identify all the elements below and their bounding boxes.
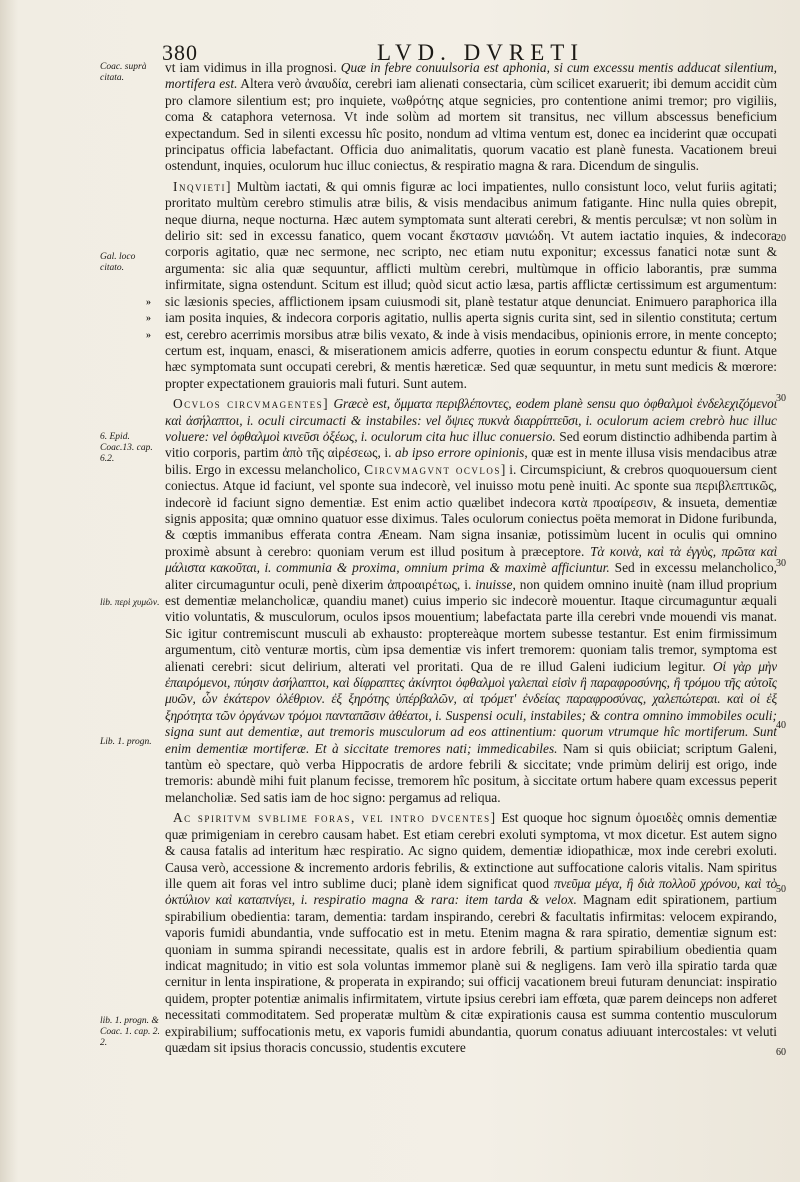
margin-note: lib. περὶ χυμῶν. bbox=[100, 598, 160, 608]
lemma-heading: Ac spiritvm svblime foras, vel intro dvcentes] bbox=[173, 810, 497, 826]
lemma-heading: Inqvieti] bbox=[173, 178, 232, 194]
lemma-heading: Ocvlos circvmagentes] bbox=[173, 396, 330, 412]
paragraph bbox=[165, 396, 777, 806]
lemma-inline: Circvmagvnt ocvlos bbox=[364, 461, 501, 477]
line-number: 60 bbox=[776, 1047, 786, 1058]
margin-note: lib. 1. progn. & Coac. 1. cap. 2. 2. bbox=[100, 1016, 160, 1048]
text-run: vt iam vidimus in illa prognosi. bbox=[165, 60, 337, 75]
line-number: 30 bbox=[776, 558, 786, 569]
paragraph bbox=[165, 60, 777, 175]
text-run: Sed eorum distinctio adhibenda partim à vitio corporis, partim ἀπὸ τῆς αἱρέσεως, i. bbox=[165, 428, 777, 461]
text-run: Sed in excessu melancholico, aliter circumaguntur oculi, penè dixerim ἀπροαιρέτως, i. bbox=[165, 560, 777, 592]
text-run: Nam si quis obiiciat; scriptum Galeni, tantùm eò spectare, quò verba Hippocratis de ardore febrili & siccitate; vnde primùm delirij est origo, inde tremoris: abundè mihi fuit planum fecisse, tremorem hîc positum, à siccitate ortum habere quam excessus peperit melancholiæ. Sed satis iam de hoc signo: pergamus ad reliqua. bbox=[165, 740, 777, 805]
main-text bbox=[165, 60, 777, 1175]
text-run: Multùm iactati, & qui omnis figuræ ac loci impatientes, nullo consistunt loco, velut furiis agitati; proritato multùm cerebro stimulis atræ bilis, & visis mendacibus animum fatigante. Hinc nulla quies obrepit, neque diurna, neque nocturna. Hæc autem symptomata sunt alterati cerebri, & mentis perculsæ; vt non solùm in delirio sit: sed in excessu fanatico, quem vocant ἔκστασιν μανιώδη. Vt autem iactatio inquies, & indecora corporis agitatio, quæ nec sermone, nec scripto, nec etiam nutu exponitur; excessus fanatici notæ sunt & argumenta: sic alia quæ sequuntur, afflicti multùm cerebri, multùmque in officio laborantis, præ summa infirmitate, signa ostendunt. Scitum est illud; quòd sicut actio læsa, partis afflictæ certissimum est argumentum: sic læsionis species, afflictionem ipsam cuiusmodi sit, planè testatur atque denunciat. Enimuero paraphorica illa iam posita inquies, & indecora corporis agitatio, nullis aperta signis curita sint, sed in silentio constituta; certum est, cerebro acerrimis morsibus atræ bilis vexato, & inde à visis mendacibus, opinionis errore, in mente concepto; certum est, inquam, enasci, & miserationem amicis adferre, quoties in eorum conspectu eduntur & fiunt. Atque hæc symptomata sunt occupati cerebri, & mentis hæreticæ. Sed quæ sequuntur, in metu sunt medicis & mœrore: propter expectationem grauioris mali futuri. Sunt autem. bbox=[165, 178, 777, 391]
translation: ab ipso errore opinionis bbox=[394, 445, 525, 461]
margin-note: Coac. suprà citata. bbox=[100, 62, 147, 83]
margin-quote-mark: » bbox=[146, 330, 151, 341]
margin-quote-mark: » bbox=[146, 297, 151, 308]
greek-text: Τὰ κοινὰ, καὶ τὰ ἐγγὺς, πρῶτα καὶ μάλιστα κακοῦται, i. bbox=[165, 543, 777, 576]
translation: oculorum aciem crebrò huc illuc voluere bbox=[165, 412, 777, 444]
translation: Suspensi oculi, instabiles; & contra omnino immobiles oculi; signa sunt aut dementiæ, aut tremoris musculorum ad eos attinentium: quorum vtrumque hîc mortiferum. Sunt enim dementiæ mortiferæ. Et à siccitate tremores nati; immedicabiles. bbox=[165, 707, 777, 756]
text-run: , non quidem omnino inuitè (nam illud proprium est dementiæ melancholicæ, quandiu manet) cuius imperio sic indecorè mouentur. Itaque circumaguntur æquali vitio voluntatis, & musculorum, oculos ipsos mouentium; labefactata parte illa cerebri vnde mouendi vis manat. Sic igitur contremiscunt musculi ab exhausto: proptereàque mortem subesse testantur. Est enim firmissimum argumentum, citò venturæ mortis, cùm ipsa dementiæ vis infert tremorem: quoniam talis tremor, symptoma est alienati cerebri: sicut delirium, alterati vel proritati. Qua de re illud Galeni iudicium legitur. bbox=[165, 576, 777, 674]
text-run: Altera verò ἀναυδία, cerebri iam alienati consectaria, cùm scilicet exaruerit; ibi demum accidit cùm pro clamore silentium est; pro inquiete, νωθρότης atque segnicies, pro contentione animi tremor; pro vigiliis, coma & cataphora veternosa. Vt inde solùm ad mortem sit transitus, nec villum abscessus beneficium expectandum. Sed in silenti excessu hîc posito, nondum ad vltima ventum est, donec ea inciderint quæ occupati principatus officia labefactant. Officia duo animalitatis, quorum vacatio est planè funesta. Vacationem breui ostendunt, inquies, oculorum huc illuc coniectus, & respiratio magna & rara. Dicendum de singulis. bbox=[165, 76, 777, 174]
line-number: 40 bbox=[776, 720, 786, 731]
paragraph bbox=[165, 810, 777, 1056]
greek-quotation: Οἱ γὰρ μὴν ἐπαιρόμενοι, πύησιν ἀσήλαπτοι, καὶ δίφραπτες ἀκίνητοι ὀφθαλμοὶ γαλεπαὶ εἰσὶν ἢ παραφροσύνης, ἢ τρόμου τῆς αὐτοῖς μυῶν, ὧν ἑκάτερον ὀλέθριον. ἐξ ξηρότης ὑπέρβαλῶν, αἱ τρόμετ' ἐνδείας παραφροσύνας, χαλεπώτεραι. καὶ οἱ ἐξ ξηρότητα τῶν ὀργάνων τρόμοι πανταπᾶσιν ἀθέατοι, i. bbox=[165, 658, 777, 723]
line-number: 20 bbox=[776, 233, 786, 244]
line-number: 50 bbox=[776, 884, 786, 895]
greek-text: πνεῦμα μέγα, ἢ διὰ πολλοῦ χρόνου, καὶ τὸ ὀκτύλιον καὶ καταπνίγει, i. bbox=[165, 875, 777, 908]
margin-notes bbox=[0, 0, 160, 1182]
margin-note: 6. Epid. Coac.13. cap. 6.2. bbox=[100, 432, 153, 464]
translation: communia & proxima, omnium prima & maximè afficiuntur. bbox=[276, 560, 610, 576]
margin-note: Lib. 1. progn. bbox=[100, 737, 152, 747]
translation: respiratio magna & rara: item tarda & velox. bbox=[313, 892, 577, 908]
greek-text: : vel ὀφθαλμοὶ κινεῦσι ὀξέως, i. bbox=[204, 428, 368, 444]
running-head: LVD. DVRETI bbox=[377, 40, 584, 65]
margin-note: Gal. loco citato. bbox=[100, 252, 136, 273]
translation: oculi circumacti & instabiles bbox=[258, 412, 418, 428]
text-run: Magnam edit spirationem, partium spirabilium obedientia: taram, dementia: tardam inspirando, cerebri & facultatis infirmitas: velocem expirando, vaporis fumidi abundantia, vnde suffocatio est in metu. Etenim magna & rara spiratio, dementiæ signum est: quoniam in summa spirandi necessitate, qualis est in ardore febrili, & partium spirabilium obedientia quam indicat magnitudo; in vitio est sola voluntas immemor planè sui & negligens. Iam verò illa spiratio tarda quæ cernitur in lenta inspiratione, & properata in expirando; sui officij vacationem breui futuram denunciat: inspiratio quidem, propter potentiæ animalis infirmitatem, virtute ipsius cerebri iam effœta, quæ parem deinceps non adferet necessitati commoditatem. Sed properatæ multùm & citæ expirationis causa est summa contentio musculorum expirabilium; suffocationis metu, ex vaporis fumidi abundantia, quorum conatus adiuuant intercostales: vt veluti quædam sit ipsius thoracis concussio, studentis excutere bbox=[165, 892, 777, 1055]
paragraph bbox=[165, 179, 777, 392]
text-run: ] i. Circumspiciunt, & crebros quoquouersum cient coniectus. Atque id faciunt, vel sponte sua indecorè, vel inuisso motu penè inuiti. Ac sponte sua περιβλεπτικῶς, indecorè id faciunt signo dementiæ. Est enim actio quælibet indecora κατὰ προαίρεσιν, & insueta, dementiæ signis apposita; quæ omnino quatuor esse diximus. Tales oculorum coniectus poëta memorat in Didone furibunda, & cœptis immanibus efferata contra Æneam. Nam signa insaniæ, potissimùm lucent in oculis qui omnino proximè absunt à cerebro: quoniam verum est illud positum à præceptore. bbox=[165, 461, 777, 559]
translation: oculorum cita huc illuc conuersio. bbox=[370, 428, 556, 444]
greek-text: Græcè est, ὄμματα περιβλέποντες, eodem planè sensu quo ὀφθαλμοὶ ἐνδελεχιζόμενοι καὶ ἀσήλαπτοι, i. bbox=[165, 396, 777, 428]
text-run: , quæ est in mente illusa visis mendacibus atræ bilis. Ergo in excessu melancholico, bbox=[165, 445, 777, 477]
greek-text: : vel ὄψιες πυκνὰ διαρρίπτεῦσι, i. bbox=[417, 412, 593, 428]
translation: inuisse bbox=[475, 576, 513, 592]
line-number: 30 bbox=[776, 393, 786, 404]
page-number: 380 bbox=[162, 40, 198, 65]
quoted-aphorism: Quæ in febre conuulsoria est aphonia, si cum excessu mentis adducat silentium, mortifera est. bbox=[165, 60, 777, 92]
text-run: Est quoque hoc signum ὁμοειδὲς omnis dementiæ quæ primigeniam in cerebro causam habet. Est etiam cerebri exoluti symptoma, vt mox dicetur. Est autem signo & causa fatalis ad interitum hæc respiratio. Ac signo quidem, dementiæ idiopathicæ, mox inde cerebri exoluti. Causa verò, accessione & incremento ardoris febrilis, & extinctione aut suffocatione caloris vitalis. Nam spiritus ille quem ait foras vel intro sublime duci; planè idem significat quod bbox=[165, 810, 777, 891]
margin-quote-mark: » bbox=[146, 313, 151, 324]
